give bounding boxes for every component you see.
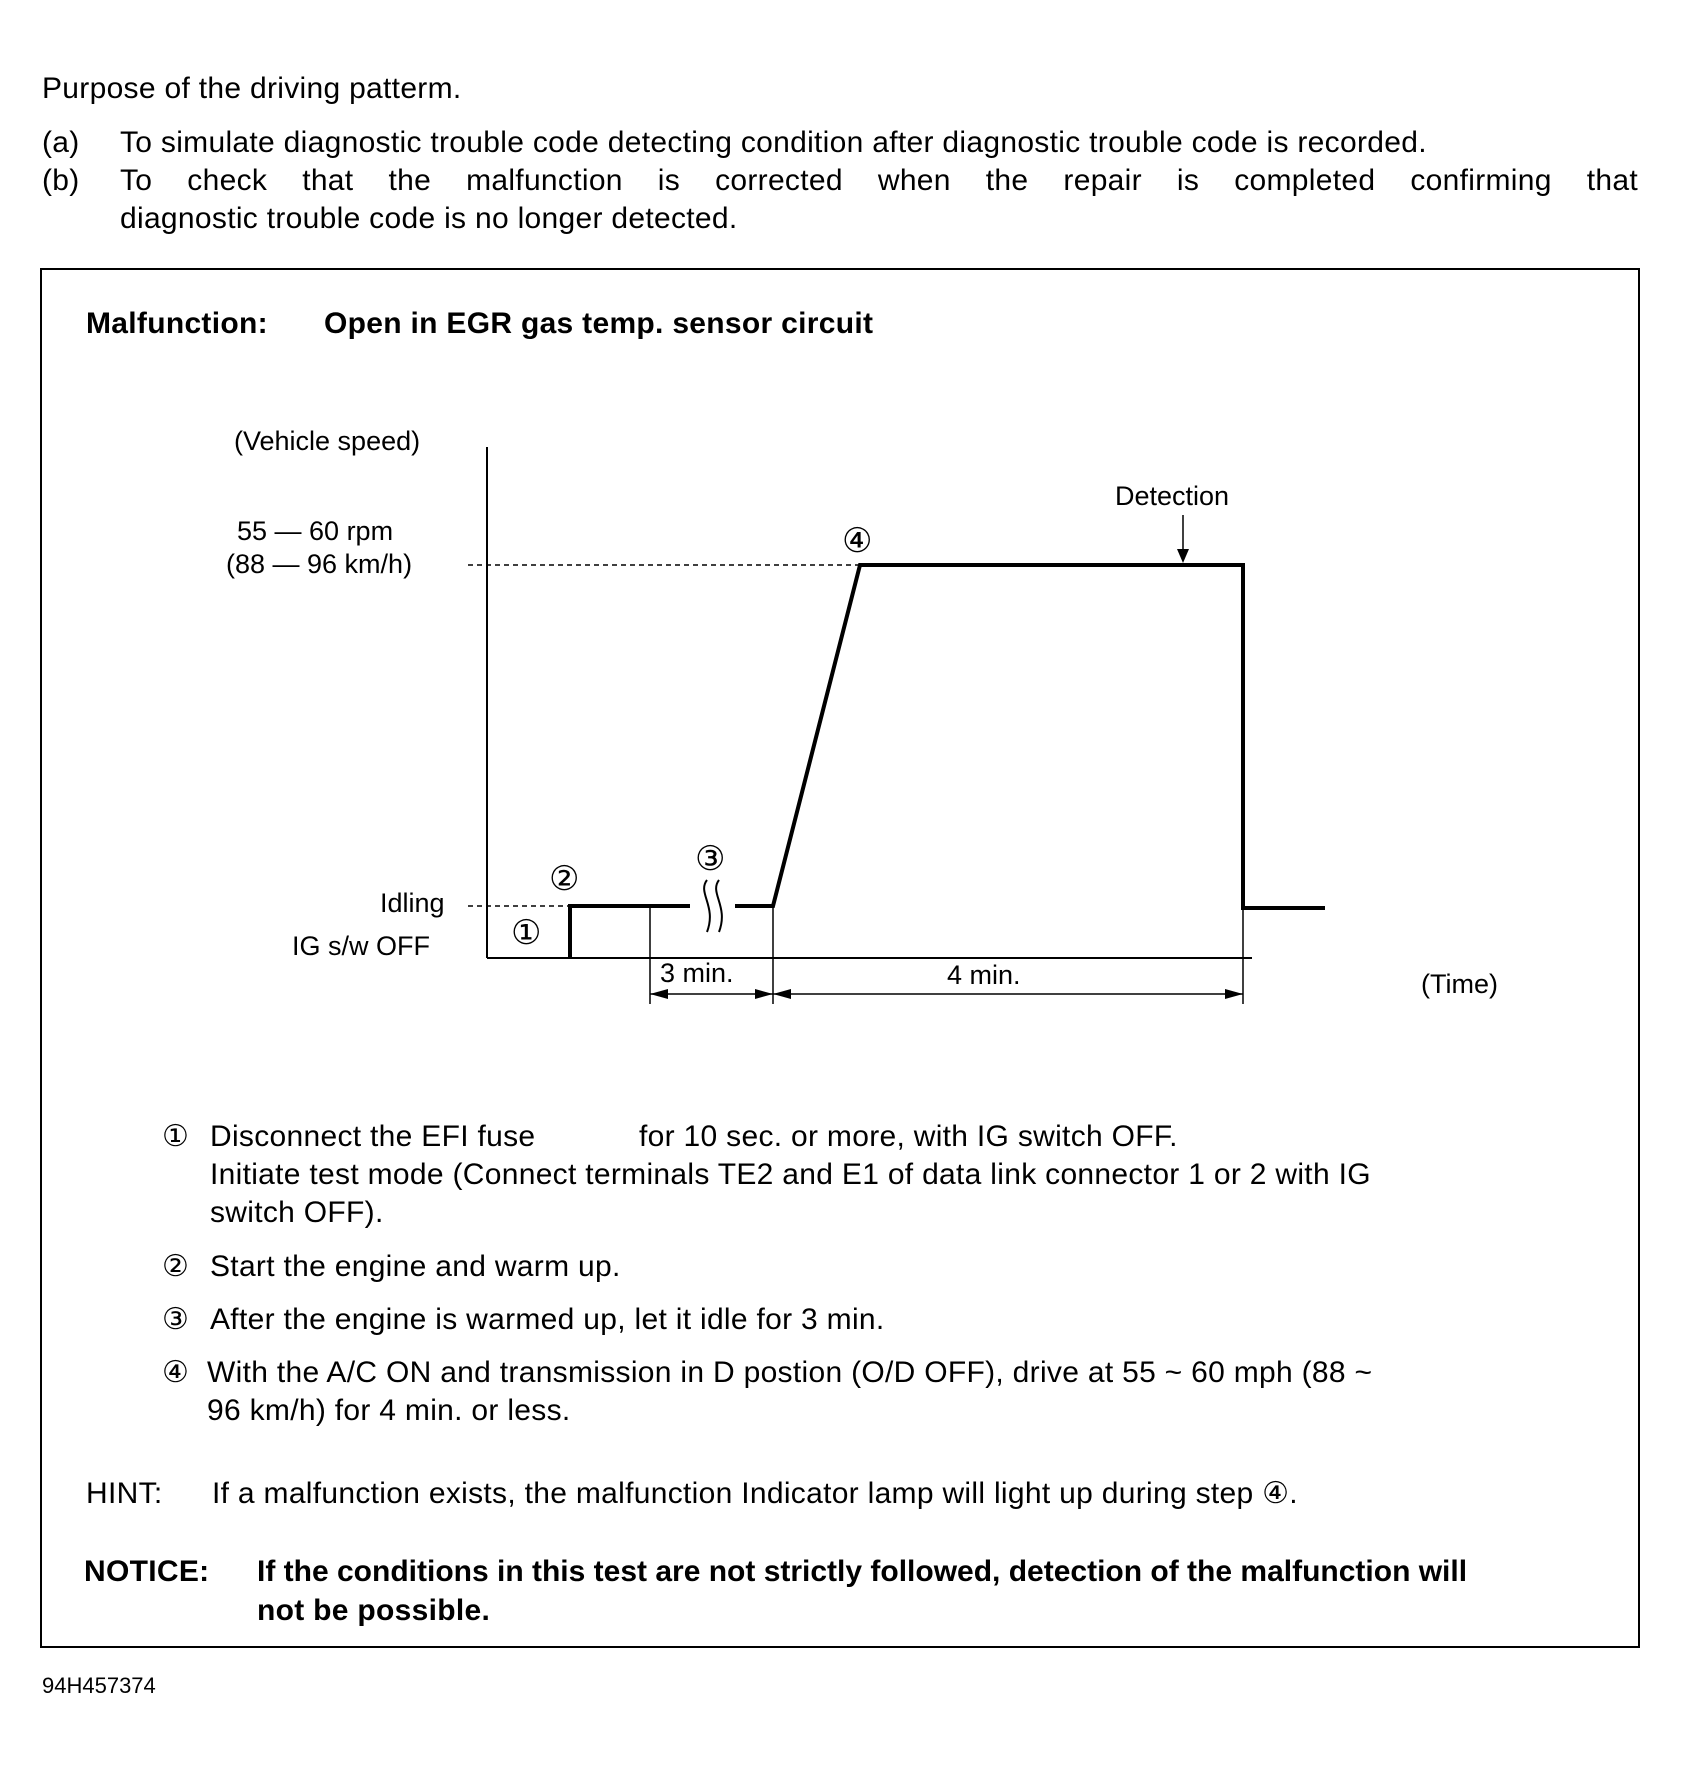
intro-item-b-line2: diagnostic trouble code is no longer detected.	[120, 202, 738, 235]
intro-item-a-text: To simulate diagnostic trouble code detecting condition after diagnostic trouble code is recorded.	[120, 126, 1427, 159]
speed-profile-line-2	[735, 565, 1325, 908]
notice-label: NOTICE:	[84, 1555, 210, 1588]
step-2-marker: ②	[549, 860, 580, 898]
duration-3min: 3 min.	[660, 958, 734, 988]
step-1-line-3: switch OFF).	[210, 1196, 384, 1229]
malfunction-text: Open in EGR gas temp. sensor circuit	[324, 307, 874, 340]
arrowhead	[1225, 989, 1243, 999]
arrowhead	[773, 989, 791, 999]
step-3-num: ③	[162, 1302, 190, 1337]
step-3-marker: ③	[695, 840, 726, 878]
notice-line-1: If the conditions in this test are not strictly followed, detection of the malfunction will	[257, 1555, 1468, 1588]
y-high-label-2: (88 — 96 km/h)	[226, 549, 413, 579]
step-2-line-1: Start the engine and warm up.	[210, 1250, 621, 1283]
step-3-line-1: After the engine is warmed up, let it idle for 3 min.	[210, 1303, 885, 1336]
y-axis-title: (Vehicle speed)	[234, 426, 421, 456]
duration-4min: 4 min.	[947, 960, 1021, 990]
step-2-num: ②	[162, 1249, 190, 1284]
y-high-label-1: 55 — 60 rpm	[237, 516, 394, 546]
malfunction-label: Malfunction:	[86, 307, 268, 340]
notice-line-2: not be possible.	[257, 1594, 491, 1627]
arrowhead	[650, 989, 668, 999]
time-break-symbol-2	[716, 880, 722, 932]
arrowhead	[1177, 549, 1189, 563]
step-4-marker: ④	[842, 522, 873, 560]
hint-label: HINT:	[86, 1477, 163, 1510]
time-break-symbol	[704, 880, 710, 932]
x-axis-title: (Time)	[1421, 969, 1498, 999]
intro-item-b-line1: To check that the malfunction is corrected when the repair is completed confirming that	[120, 164, 1638, 197]
intro-heading: Purpose of the driving patterm.	[42, 72, 462, 105]
step-1-line-1: Disconnect the EFI fuse for 10 sec. or more, with IG switch OFF.	[210, 1120, 1178, 1153]
speed-profile-line	[570, 906, 690, 958]
intro-item-a-tag: (a)	[42, 126, 80, 159]
step-4-line-2: 96 km/h) for 4 min. or less.	[207, 1394, 571, 1427]
hint-text: If a malfunction exists, the malfunction Indicator lamp will light up during step ④.	[212, 1477, 1298, 1510]
detection-label: Detection	[1115, 481, 1230, 511]
step-1-num: ①	[162, 1119, 190, 1154]
step-4-num: ④	[162, 1355, 190, 1390]
figure-id: 94H457374	[42, 1673, 156, 1698]
y-off-label: IG s/w OFF	[292, 931, 430, 961]
y-idle-label: Idling	[380, 888, 445, 918]
arrowhead	[755, 989, 773, 999]
step-4-line-1: With the A/C ON and transmission in D postion (O/D OFF), drive at 55 ~ 60 mph (88 ~	[207, 1356, 1373, 1389]
step-1-line-2: Initiate test mode (Connect terminals TE2 and E1 of data link connector 1 or 2 with IG	[210, 1158, 1371, 1191]
intro-item-b-tag: (b)	[42, 164, 80, 197]
step-1-marker: ①	[511, 914, 542, 952]
